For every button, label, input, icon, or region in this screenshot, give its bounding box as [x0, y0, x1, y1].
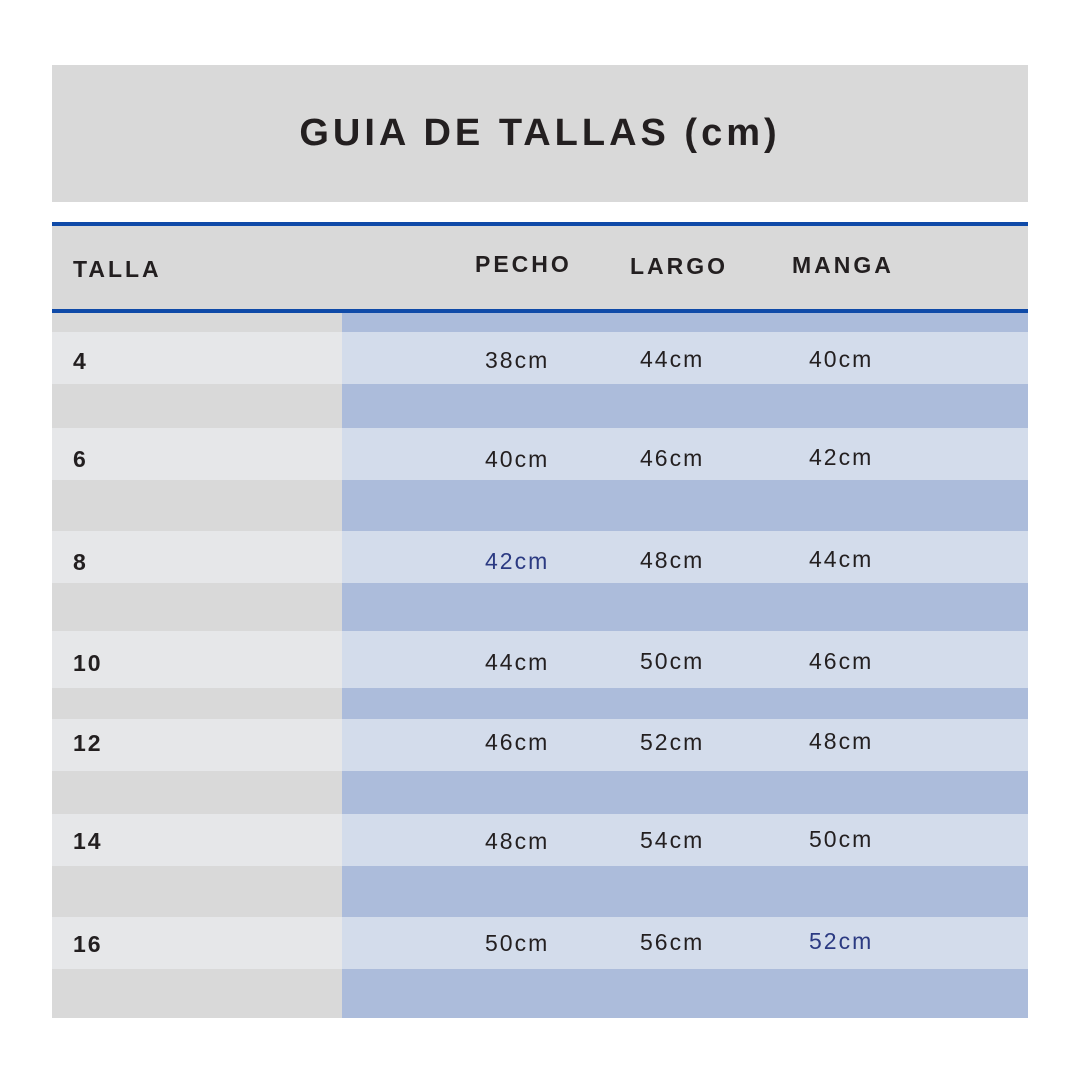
chest-cell: 44cm — [485, 649, 550, 675]
length-cell: 46cm — [640, 445, 705, 471]
chest-cell: 38cm — [485, 347, 550, 373]
table-band — [52, 583, 1028, 631]
sleeve-cell: 50cm — [809, 826, 874, 852]
length-cell: 54cm — [640, 827, 705, 853]
sleeve-cell: 48cm — [809, 728, 874, 754]
chest-cell: 50cm — [485, 930, 550, 956]
title-banner — [52, 65, 1028, 202]
length-cell: 56cm — [640, 929, 705, 955]
chest-cell: 48cm — [485, 828, 550, 854]
length-cell: 44cm — [640, 346, 705, 372]
table-band — [52, 866, 1028, 917]
size-cell: 8 — [73, 549, 88, 575]
header-sleeve: MANGA — [792, 252, 894, 278]
size-cell: 10 — [73, 650, 103, 676]
table-band — [52, 771, 1028, 814]
table-band — [52, 480, 1028, 531]
sleeve-cell: 52cm — [809, 928, 874, 954]
page-title: GUIA DE TALLAS (cm) — [299, 112, 781, 154]
sleeve-cell: 44cm — [809, 546, 874, 572]
length-cell: 48cm — [640, 547, 705, 573]
size-cell: 6 — [73, 446, 88, 472]
sleeve-cell: 42cm — [809, 444, 874, 470]
table-band — [52, 969, 1028, 1018]
table-band — [52, 384, 1028, 428]
sleeve-cell: 46cm — [809, 648, 874, 674]
sleeve-cell: 40cm — [809, 346, 874, 372]
length-cell: 50cm — [640, 648, 705, 674]
chest-cell: 46cm — [485, 729, 550, 755]
header-size: TALLA — [73, 256, 162, 282]
header-length: LARGO — [630, 253, 729, 279]
size-cell: 16 — [73, 931, 103, 957]
length-cell: 52cm — [640, 729, 705, 755]
table-band — [52, 313, 1028, 332]
size-cell: 14 — [73, 828, 103, 854]
header-chest: PECHO — [475, 251, 572, 277]
table-band — [52, 688, 1028, 719]
table-header — [52, 222, 1028, 313]
size-cell: 4 — [73, 348, 88, 374]
size-cell: 12 — [73, 730, 103, 756]
chest-cell: 40cm — [485, 446, 550, 472]
chest-cell: 42cm — [485, 548, 550, 574]
